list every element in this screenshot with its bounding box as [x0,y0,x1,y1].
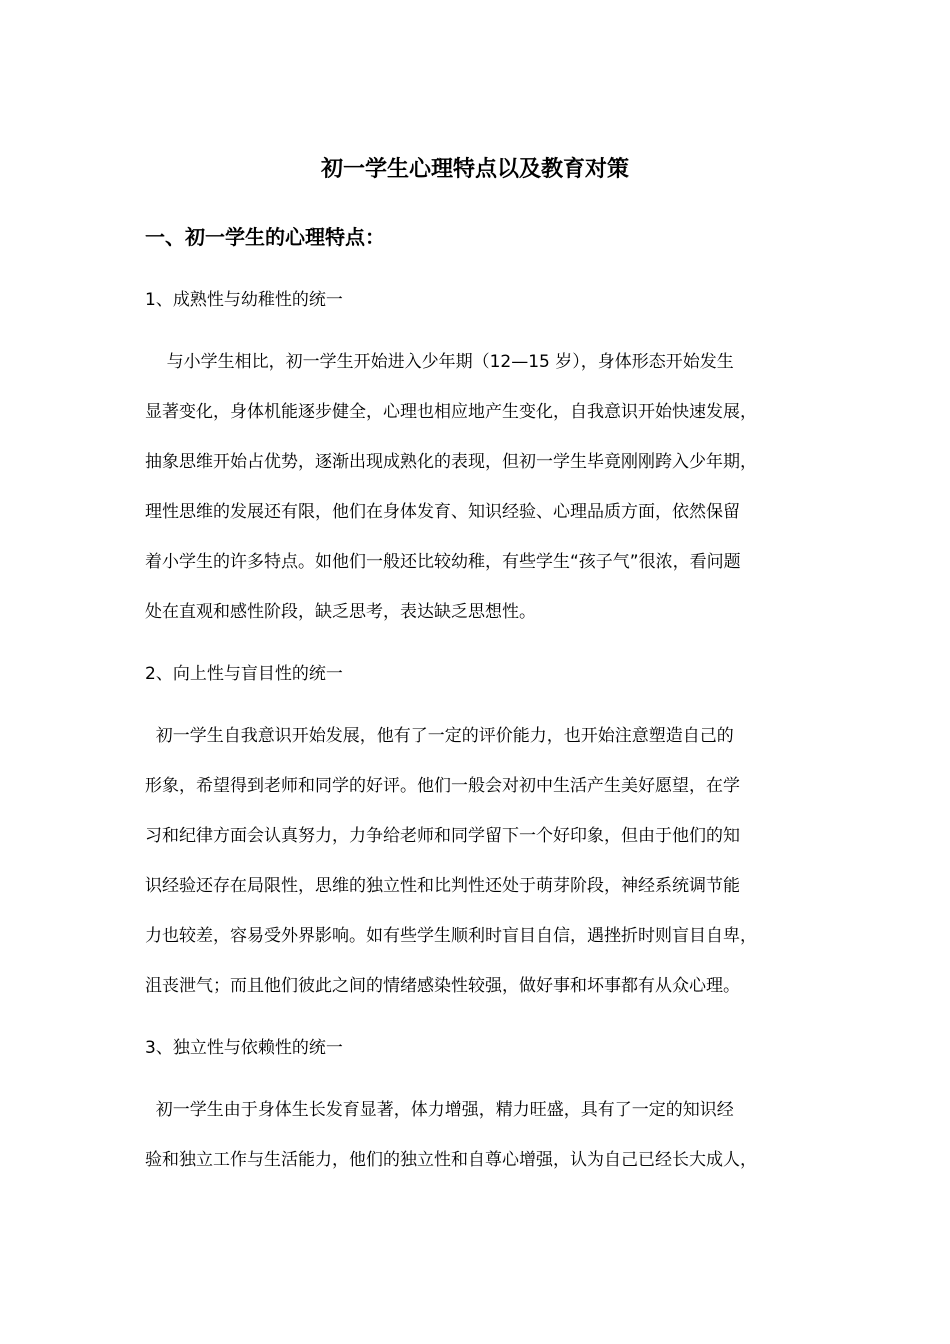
paragraph-line: 理性思维的发展还有限，他们在身体发育、知识经验、心理品质方面，依然保留 [145,502,740,522]
paragraph-line: 识经验还存在局限性，思维的独立性和比判性还处于萌芽阶段，神经系统调节能 [145,876,740,896]
paragraph-line: 力也较差，容易受外界影响。如有些学生顺利时盲目自信，遇挫折时则盲目自卑， [145,926,757,946]
paragraph-line: 习和纪律方面会认真努力，力争给老师和同学留下一个好印象，但由于他们的知 [145,826,740,846]
paragraph-line: 验和独立工作与生活能力，他们的独立性和自尊心增强，认为自己已经长大成人， [145,1150,757,1170]
subsection-heading-3: 3、独立性与依赖性的统一 [145,1038,343,1058]
paragraph-line: 显著变化，身体机能逐步健全，心理也相应地产生变化，自我意识开始快速发展， [145,402,757,422]
paragraph-line: 着小学生的许多特点。如他们一般还比较幼稚，有些学生“孩子气”很浓，看问题 [145,552,741,572]
paragraph-line: 与小学生相比，初一学生开始进入少年期（12—15 岁），身体形态开始发生 [145,352,734,372]
paragraph-line: 抽象思维开始占优势，逐渐出现成熟化的表现，但初一学生毕竟刚刚跨入少年期， [145,452,757,472]
paragraph-line: 初一学生由于身体生长发育显著，体力增强，精力旺盛，具有了一定的知识经 [145,1100,734,1120]
subsection-heading-2: 2、向上性与盲目性的统一 [145,664,343,684]
paragraph-line: 形象，希望得到老师和同学的好评。他们一般会对初中生活产生美好愿望，在学 [145,776,740,796]
paragraph-line: 沮丧泄气；而且他们彼此之间的情绪感染性较强，做好事和坏事都有从众心理。 [145,976,740,996]
paragraph-line: 初一学生自我意识开始发展，他有了一定的评价能力，也开始注意塑造自己的 [145,726,734,746]
document-title: 初一学生心理特点以及教育对策 [320,157,629,182]
section-heading: 一、初一学生的心理特点： [145,225,385,249]
paragraph-line: 处在直观和感性阶段，缺乏思考，表达缺乏思想性。 [145,602,536,622]
subsection-heading-1: 1、成熟性与幼稚性的统一 [145,290,343,310]
